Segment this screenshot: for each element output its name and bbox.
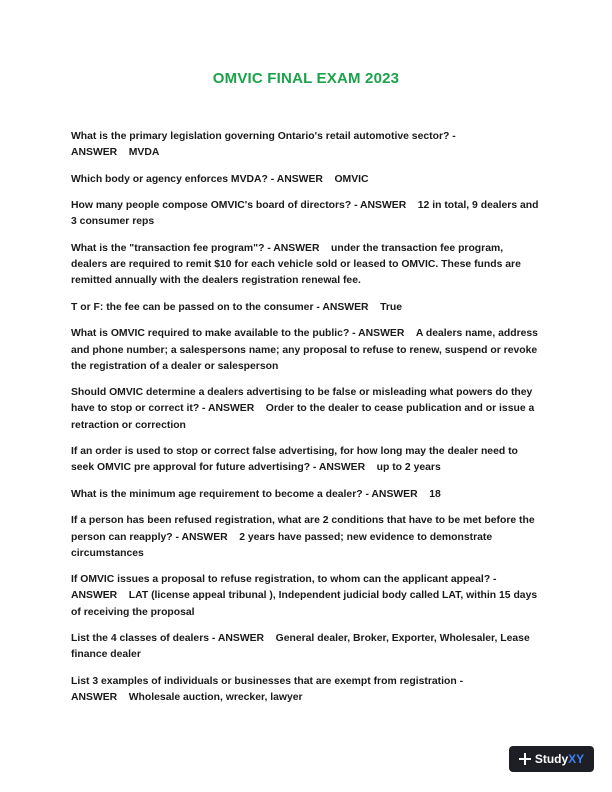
- qa-item: [71, 385, 541, 434]
- qa-item: [71, 300, 541, 316]
- answer-text: Wholesale auction, wrecker, lawyer: [128, 692, 303, 704]
- question-text: List 3 examples of individuals or businesses that are exempt from registration - ANSWER: [71, 675, 464, 704]
- qa-item: [71, 172, 541, 188]
- page-title: OMVIC FINAL EXAM 2023: [212, 70, 400, 87]
- question-text: If an order is used to stop or correct false advertising, for how long may the dealer need to seek OMVIC pre approval for future advertising? - ANSWER: [71, 446, 518, 474]
- question-text: T or F: the fee can be passed on to the consumer - ANSWER: [71, 301, 369, 313]
- badge-brand: [535, 752, 584, 766]
- question-text: Which body or agency enforces MVDA? - ANSWER: [71, 173, 323, 185]
- studyxy-badge[interactable]: [509, 746, 594, 772]
- qa-item: [71, 444, 541, 476]
- answer-text: under the transaction fee program, dealers are required to remit $10 for each vehicle sold or leased to OMVIC. These funds are remitted annually with the dealers registration renewal fee.: [71, 242, 521, 287]
- answer-text: A dealers name, address and phone number; a salespersons name; any proposal to refuse to renew, suspend or revoke the registration of a dealer or salesperson: [71, 328, 538, 372]
- question-text: What is the "transaction fee program"? - ANSWER: [71, 242, 320, 254]
- badge-brand-accent: XY: [568, 752, 585, 766]
- answer-text: OMVIC: [334, 173, 369, 185]
- question-text: What is the primary legislation governing Ontario's retail automotive sector? - ANSWER: [71, 131, 456, 159]
- qa-item: [71, 674, 541, 706]
- badge-brand-main: Study: [534, 752, 569, 766]
- qa-item: [71, 241, 541, 290]
- qa-item: [71, 129, 541, 161]
- answer-text: General dealer, Broker, Exporter, Wholesaler, Lease finance dealer: [71, 633, 530, 661]
- answer-text: 18: [429, 488, 441, 500]
- qa-item: [71, 326, 541, 375]
- answer-text: 2 years have passed; new evidence to demonstrate circumstances: [71, 531, 493, 559]
- answer-text: 12 in total, 9 dealers and 3 consumer reps: [71, 200, 539, 228]
- answer-text: up to 2 years: [376, 462, 441, 474]
- answer-text: MVDA: [128, 147, 160, 159]
- qa-item: [71, 572, 541, 621]
- answer-text: LAT (license appeal tribunal ), Independent judicial body called LAT, within 15 days of receiving the proposal: [71, 590, 538, 618]
- question-text: How many people compose OMVIC's board of directors? - ANSWER: [71, 200, 407, 212]
- qa-item: [71, 513, 541, 562]
- qa-item: [71, 198, 541, 230]
- question-text: List the 4 classes of dealers - ANSWER: [71, 633, 265, 645]
- plus-icon: [519, 753, 531, 765]
- answer-text: True: [380, 301, 403, 313]
- qa-item: [71, 487, 541, 503]
- answer-text: Order to the dealer to cease publication and or issue a retraction or correction: [71, 403, 535, 431]
- question-text: What is OMVIC required to make available to the public? - ANSWER: [71, 328, 405, 340]
- question-text: Should OMVIC determine a dealers advertising to be false or misleading what powers do they have to stop or correct it? - ANSWER: [71, 387, 533, 415]
- question-text: If a person has been refused registration, what are 2 conditions that have to be met before the person can reapply? - ANSWER: [71, 515, 535, 543]
- question-text: If OMVIC issues a proposal to refuse registration, to whom can the applicant appeal? - ANSWER: [71, 574, 497, 602]
- qa-item: [71, 631, 541, 663]
- qa-list: [71, 129, 541, 717]
- question-text: What is the minimum age requirement to become a dealer? - ANSWER: [71, 488, 418, 500]
